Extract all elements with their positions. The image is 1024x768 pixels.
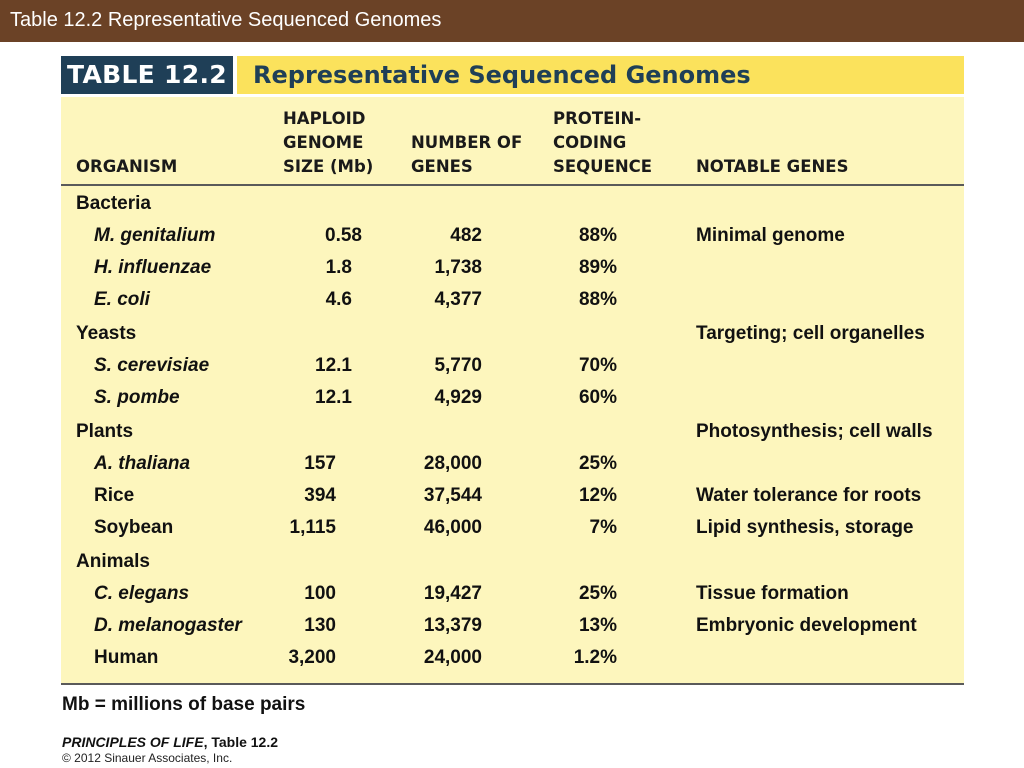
table-title: Representative Sequenced Genomes <box>253 61 751 89</box>
genome-size-cell: 1.8 <box>325 257 352 278</box>
notable-genes-cell: Photosynthesis; cell walls <box>696 421 933 442</box>
notable-genes-cell: Minimal genome <box>696 225 845 246</box>
organism-cell: M. genitalium <box>94 225 216 246</box>
gene-count-cell: 46,000 <box>423 517 482 538</box>
organism-cell: S. pombe <box>94 387 180 408</box>
organism-cell: Human <box>94 647 159 668</box>
organism-cell: S. cerevisiae <box>94 355 210 376</box>
notable-genes-cell: Lipid synthesis, storage <box>696 517 914 538</box>
notable-genes-cell: Embryonic development <box>696 615 917 636</box>
genome-size-cell: 157 <box>304 453 336 474</box>
gene-count-cell: 19,427 <box>423 583 482 604</box>
notable-genes-cell: Tissue formation <box>696 583 849 604</box>
gene-count-cell: 482 <box>450 225 482 246</box>
gene-count-cell: 4,929 <box>434 387 482 408</box>
genome-size-cell: 12.1 <box>315 355 352 376</box>
gene-count-cell: 5,770 <box>434 355 482 376</box>
organism-cell: A. thaliana <box>94 453 191 474</box>
genome-size-cell: 394 <box>304 485 336 506</box>
gene-count-cell: 24,000 <box>423 647 482 668</box>
group-label-animals: Animals <box>76 551 150 572</box>
gene-count-cell: 28,000 <box>423 453 482 474</box>
genome-size-cell: 100 <box>304 583 336 604</box>
col-header-genes: NUMBER OF GENES <box>411 133 523 176</box>
coding-percent-cell: 25% <box>578 583 617 604</box>
coding-percent-cell: 60% <box>578 387 617 408</box>
coding-percent-cell: 13% <box>578 615 617 636</box>
col-header-coding: PROTEIN- CODING SEQUENCE <box>553 109 653 176</box>
gene-count-cell: 4,377 <box>434 289 482 310</box>
coding-percent-cell: 7% <box>589 517 617 538</box>
genome-size-cell: 130 <box>304 615 336 636</box>
organism-cell: Soybean <box>94 517 174 538</box>
genome-size-cell: 12.1 <box>315 387 352 408</box>
gene-count-cell: 13,379 <box>423 615 482 636</box>
book-title: PRINCIPLES OF LIFE <box>62 734 204 750</box>
table-label: TABLE 12.2 <box>61 56 233 94</box>
coding-percent-cell: 70% <box>578 355 617 376</box>
coding-percent-cell: 12% <box>578 485 617 506</box>
gene-count-cell: 1,738 <box>434 257 482 278</box>
genome-size-cell: 0.58 <box>325 225 362 246</box>
genome-size-cell: 4.6 <box>325 289 352 310</box>
coding-percent-cell: 89% <box>578 257 617 278</box>
bottom-rule <box>61 683 964 685</box>
notable-genes-cell: Water tolerance for roots <box>696 485 922 506</box>
coding-percent-cell: 25% <box>578 453 617 474</box>
group-label-plants: Plants <box>76 421 134 442</box>
col-header-organism: ORGANISM <box>76 157 178 176</box>
coding-percent-cell: 1.2% <box>573 647 617 668</box>
col-header-notable: NOTABLE GENES <box>696 157 849 176</box>
organism-cell: Rice <box>94 485 135 506</box>
source-credit <box>62 734 278 750</box>
copyright-notice: © 2012 Sinauer Associates, Inc. <box>62 751 233 765</box>
organism-cell: C. elegans <box>94 583 190 604</box>
organism-cell: D. melanogaster <box>94 615 242 636</box>
organism-cell: E. coli <box>94 289 150 310</box>
group-label-bacteria: Bacteria <box>76 193 151 214</box>
col-header-genome-size: HAPLOID GENOME SIZE (Mb) <box>283 109 374 176</box>
header-rule <box>61 184 964 186</box>
group-label-yeasts: Yeasts <box>76 323 137 344</box>
table-reference: , Table 12.2 <box>203 734 279 750</box>
genome-size-cell: 3,200 <box>288 647 336 668</box>
table-title-band <box>237 56 964 94</box>
coding-percent-cell: 88% <box>578 225 617 246</box>
slide-title: Table 12.2 Representative Sequenced Genomes <box>10 9 442 31</box>
organism-cell: H. influenzae <box>94 257 212 278</box>
gene-count-cell: 37,544 <box>423 485 482 506</box>
slide-title-bar <box>0 0 1024 42</box>
notable-genes-cell: Targeting; cell organelles <box>696 323 925 344</box>
genome-size-cell: 1,115 <box>289 517 336 538</box>
footnote: Mb = millions of base pairs <box>62 694 306 715</box>
coding-percent-cell: 88% <box>578 289 617 310</box>
